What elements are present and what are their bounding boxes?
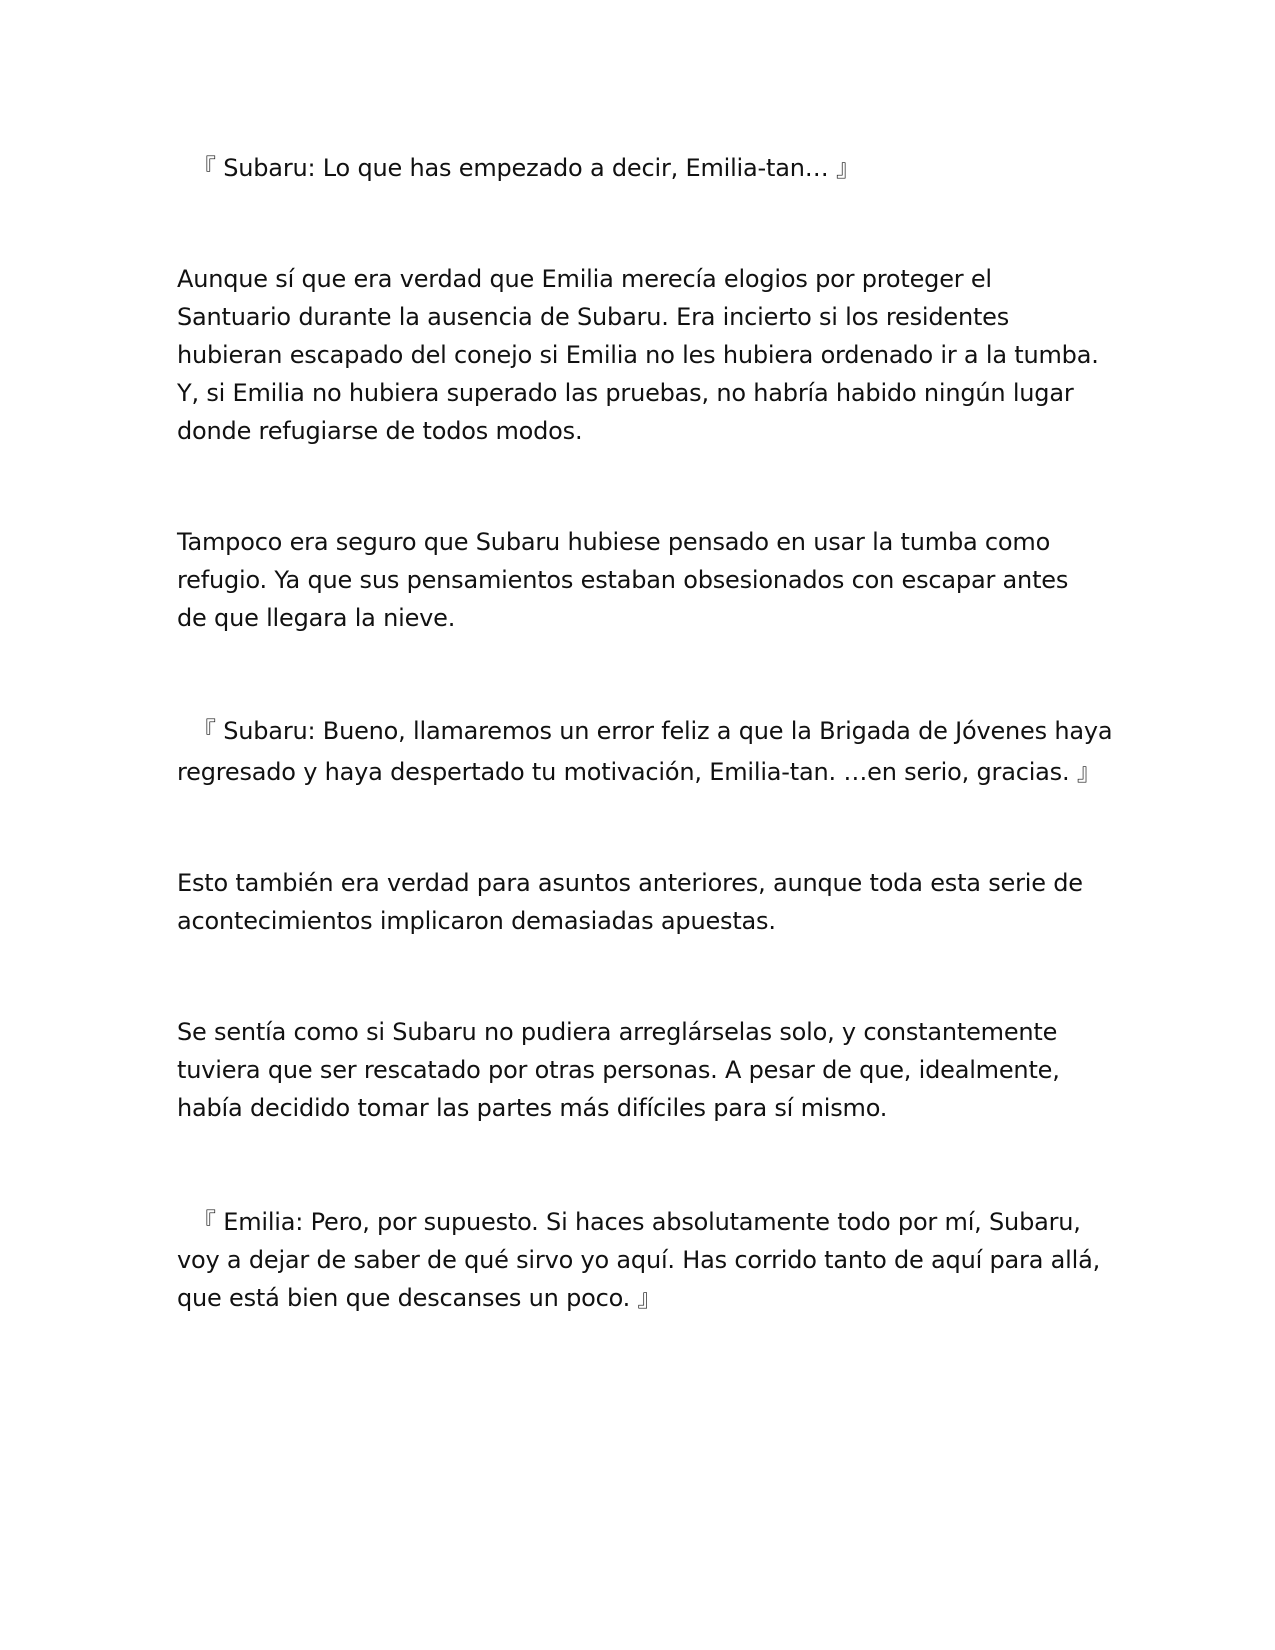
text-line: Aunque sí que era verdad que Emilia merecía elogios por proteger el bbox=[177, 265, 992, 293]
text-line: acontecimientos implicaron demasiadas apuestas. bbox=[177, 907, 776, 935]
text-line: 『 Emilia: Pero, por supuesto. Si haces absolutamente todo por mí, Subaru, bbox=[192, 1208, 1081, 1236]
text-line: Tampoco era seguro que Subaru hubiese pensado en usar la tumba como bbox=[177, 528, 1051, 556]
text-line: Esto también era verdad para asuntos anteriores, aunque toda esta serie de bbox=[177, 869, 1083, 897]
paragraph-dialogue-emilia bbox=[177, 1203, 1107, 1317]
text-line: donde refugiarse de todos modos. bbox=[177, 417, 583, 445]
text-line: Y, si Emilia no hubiera superado las pruebas, no habría habido ningún lugar bbox=[177, 379, 1074, 407]
text-line: 『 Subaru: Bueno, llamaremos un error feliz a que la Brigada de Jóvenes haya bbox=[192, 717, 1113, 745]
text-line: Se sentía como si Subaru no pudiera arreglárselas solo, y constantemente bbox=[177, 1018, 1058, 1046]
paragraph-dialogue-subaru-2 bbox=[177, 711, 1113, 793]
paragraph-narration-2 bbox=[177, 523, 1107, 637]
text-line: 『 Subaru: Lo que has empezado a decir, Emilia-tan… 』 bbox=[192, 154, 860, 182]
text-line: Santuario durante la ausencia de Subaru. Era incierto si los residentes bbox=[177, 303, 1010, 331]
text-line: hubieran escapado del conejo si Emilia no les hubiera ordenado ir a la tumba. bbox=[177, 341, 1099, 369]
text-line: de que llegara la nieve. bbox=[177, 604, 456, 632]
paragraph-narration-1 bbox=[177, 260, 1107, 450]
paragraph-narration-4 bbox=[177, 1013, 1107, 1127]
paragraph-narration-3 bbox=[177, 864, 1107, 940]
text-line: refugio. Ya que sus pensamientos estaban obsesionados con escapar antes bbox=[177, 566, 1069, 594]
paragraph-dialogue-subaru-1 bbox=[177, 149, 1107, 187]
text-line: voy a dejar de saber de qué sirvo yo aquí. Has corrido tanto de aquí para allá, bbox=[177, 1246, 1101, 1274]
text-line: tuviera que ser rescatado por otras personas. A pesar de que, idealmente, bbox=[177, 1056, 1060, 1084]
text-line: que está bien que descanses un poco. 』 bbox=[177, 1284, 662, 1312]
text-line: había decidido tomar las partes más difíciles para sí mismo. bbox=[177, 1094, 888, 1122]
text-line: regresado y haya despertado tu motivación, Emilia-tan. …en serio, gracias. 』 bbox=[177, 758, 1101, 786]
